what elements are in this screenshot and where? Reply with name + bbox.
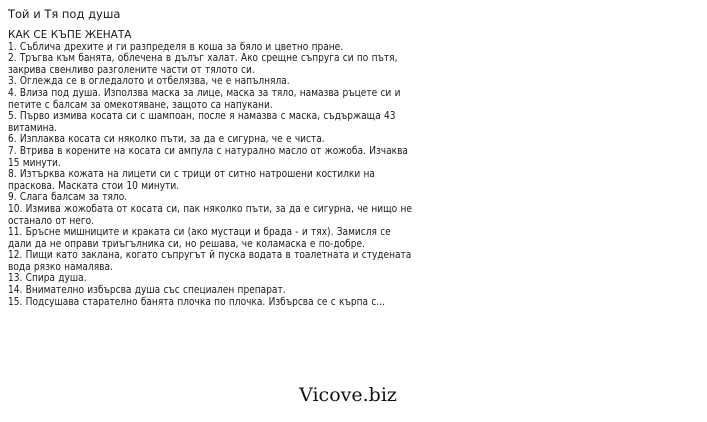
step-item: 4. Влиза под душа. Използва маска за лице, маска за тяло, намазва ръцете си и петите с балсам за омекотяване, защото са напукани. — [8, 86, 401, 111]
steps-list — [8, 42, 463, 309]
step-item: 3. Оглежда се в огледалото и отбелязва, че е напълняла. — [8, 75, 290, 88]
section-heading: КАК СЕ КЪПЕ ЖЕНАТА — [8, 29, 132, 41]
step-item: 11. Бръсне мишниците и краката си (ако мустаци и брада - и тях). Замисля се дали да не оправи триъгълника си, но решава, че коламаска е по-добре. — [8, 226, 391, 250]
step-item: 13. Спира душа. — [8, 272, 87, 285]
site-brand: Vicove.biz — [299, 384, 397, 406]
step-item: 8. Изтърква кожата на лицети си с трици от ситно натрошени костилки на праскова. Маската стои 10 минути. — [8, 168, 375, 192]
step-item: 12. Пищи като заклана, когато съпругът й пуска водата в тоалетната и студената вода рязко намалява. — [8, 249, 412, 273]
step-item: 7. Втрива в корените на косата си ампула с натурално масло от жожоба. Изчаква 15 минути. — [8, 144, 408, 169]
step-item: 14. Внимателно избърсва душа със специален препарат. — [8, 284, 286, 297]
document-title: Той и Тя под душа — [8, 7, 121, 21]
step-item: 2. Тръгва към банята, облечена в дълъг халат. Ако срещне съпруга си по пътя, закрива свенливо разголените части от тялото си. — [8, 52, 398, 76]
step-item: 10. Измива жожобата от косата си, пак няколко пъти, за да е сигурна, че нищо не останало от него. — [8, 202, 412, 227]
article-body — [8, 30, 463, 308]
step-item: 15. Подсушава старателно банята плочка по плочка. Избърсва се с кърпа с... — [8, 295, 385, 308]
step-item: 5. Първо измива косата си с шампоан, после я намазва с маска, съдържаща 43 витамина. — [8, 110, 396, 134]
step-item: 6. Изплаква косата си няколко пъти, за да е сигурна, че е чиста. — [8, 133, 325, 146]
step-item: 1. Съблича дрехите и ги разпределя в коша за бяло и цветно пране. — [8, 40, 344, 53]
step-item: 9. Слага балсам за тяло. — [8, 191, 128, 204]
